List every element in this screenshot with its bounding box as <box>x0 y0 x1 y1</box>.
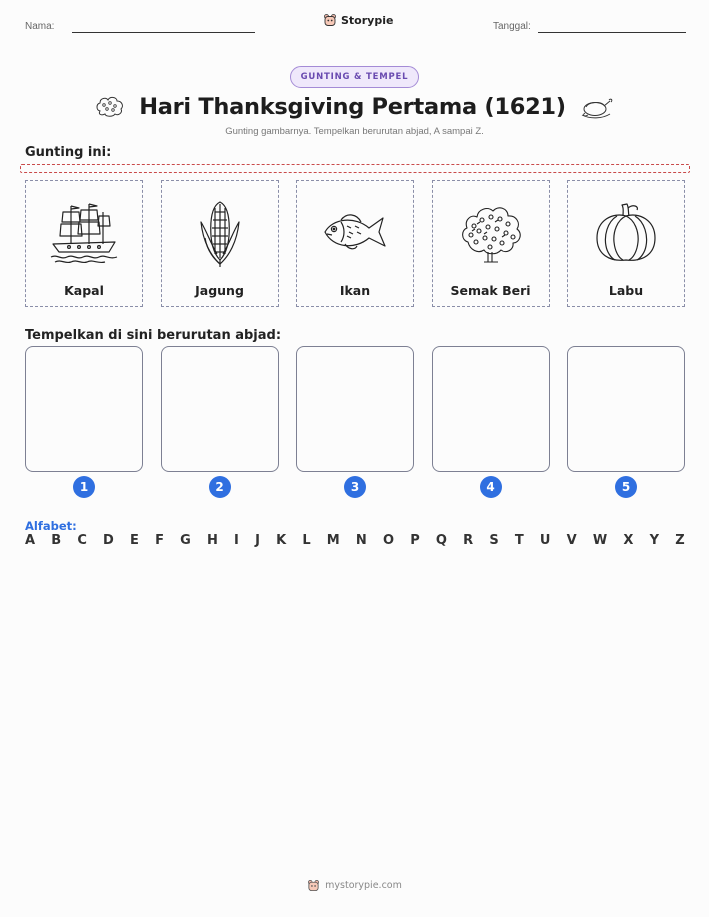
alphabet-letter: W <box>592 533 608 548</box>
alphabet-letter: F <box>155 533 164 548</box>
paste-slot-5[interactable] <box>567 346 685 472</box>
alphabet-letter: Q <box>435 533 447 548</box>
fish-icon <box>319 208 391 258</box>
alphabet-letter: T <box>514 533 524 548</box>
name-line <box>72 32 255 33</box>
paste-slot-2[interactable] <box>161 346 279 472</box>
alphabet-letter: E <box>130 533 139 548</box>
paste-slot-1[interactable] <box>25 346 143 472</box>
card-label-semak-beri: Semak Beri <box>450 283 531 298</box>
card-label-kapal: Kapal <box>64 283 104 298</box>
name-label: Nama: <box>25 21 55 32</box>
slot-number-1: 1 <box>73 476 95 498</box>
footer-url[interactable]: mystorypie.com <box>325 880 402 891</box>
slot-number-5: 5 <box>615 476 637 498</box>
footer <box>0 879 709 892</box>
alphabet-letter: C <box>77 533 87 548</box>
alphabet-letter: P <box>410 533 420 548</box>
alphabet-letter: G <box>180 533 191 548</box>
page-title: Hari Thanksgiving Pertama (1621) <box>139 94 566 120</box>
storypie-logo-icon <box>307 879 320 892</box>
alphabet-letter: H <box>206 533 218 548</box>
cut-card-semak-beri[interactable] <box>432 180 550 307</box>
card-label-jagung: Jagung <box>195 283 244 298</box>
berry-bush-icon <box>458 202 524 264</box>
alphabet-letter: I <box>234 533 239 548</box>
activity-badge: GUNTING & TEMPEL <box>290 66 419 88</box>
alphabet-label: Alfabet: <box>25 519 77 533</box>
alphabet-letter: Z <box>675 533 685 548</box>
date-line <box>538 32 686 33</box>
instructions: Gunting gambarnya. Tempelkan berurutan abjad, A sampai Z. <box>225 126 484 137</box>
roast-turkey-icon <box>580 95 614 119</box>
card-label-ikan: Ikan <box>339 283 371 298</box>
cut-card-ikan[interactable] <box>296 180 414 307</box>
slot-number-2: 2 <box>209 476 231 498</box>
alphabet-letter: D <box>103 533 114 548</box>
corn-icon <box>195 198 245 268</box>
cut-section-title: Gunting ini: <box>25 145 112 160</box>
cut-card-labu[interactable] <box>567 180 685 307</box>
slot-number-4: 4 <box>480 476 502 498</box>
alphabet-letter: V <box>566 533 577 548</box>
alphabet-row <box>25 533 685 551</box>
paste-section-title: Tempelkan di sini berurutan abjad: <box>25 328 282 343</box>
card-label-labu: Labu <box>608 283 644 298</box>
storypie-logo-icon <box>323 13 337 27</box>
alphabet-letter: L <box>302 533 311 548</box>
paste-slots <box>25 346 685 501</box>
slot-number-3: 3 <box>344 476 366 498</box>
alphabet-letter: M <box>326 533 340 548</box>
alphabet-letter: K <box>276 533 287 548</box>
alphabet-letter: X <box>623 533 634 548</box>
cut-dashed-line <box>20 164 690 173</box>
title-row <box>0 90 709 124</box>
brand-name: Storypie <box>341 13 394 27</box>
date-label: Tanggal: <box>493 21 531 32</box>
cut-cards <box>25 180 685 307</box>
alphabet-letter: O <box>382 533 395 548</box>
alphabet-letter: U <box>539 533 551 548</box>
alphabet-letter: B <box>51 533 62 548</box>
alphabet-letter: N <box>355 533 367 548</box>
ship-icon <box>49 202 119 264</box>
berry-bush-icon <box>95 95 125 119</box>
alphabet-letter: R <box>463 533 474 548</box>
cut-card-kapal[interactable] <box>25 180 143 307</box>
brand-logo <box>323 13 393 27</box>
cut-card-jagung[interactable] <box>161 180 279 307</box>
paste-slot-3[interactable] <box>296 346 414 472</box>
alphabet-letter: Y <box>649 533 660 548</box>
paste-slot-4[interactable] <box>432 346 550 472</box>
alphabet-letter: A <box>25 533 36 548</box>
alphabet-letter: S <box>489 533 499 548</box>
alphabet-letter: J <box>255 533 260 548</box>
pumpkin-icon <box>593 202 659 264</box>
